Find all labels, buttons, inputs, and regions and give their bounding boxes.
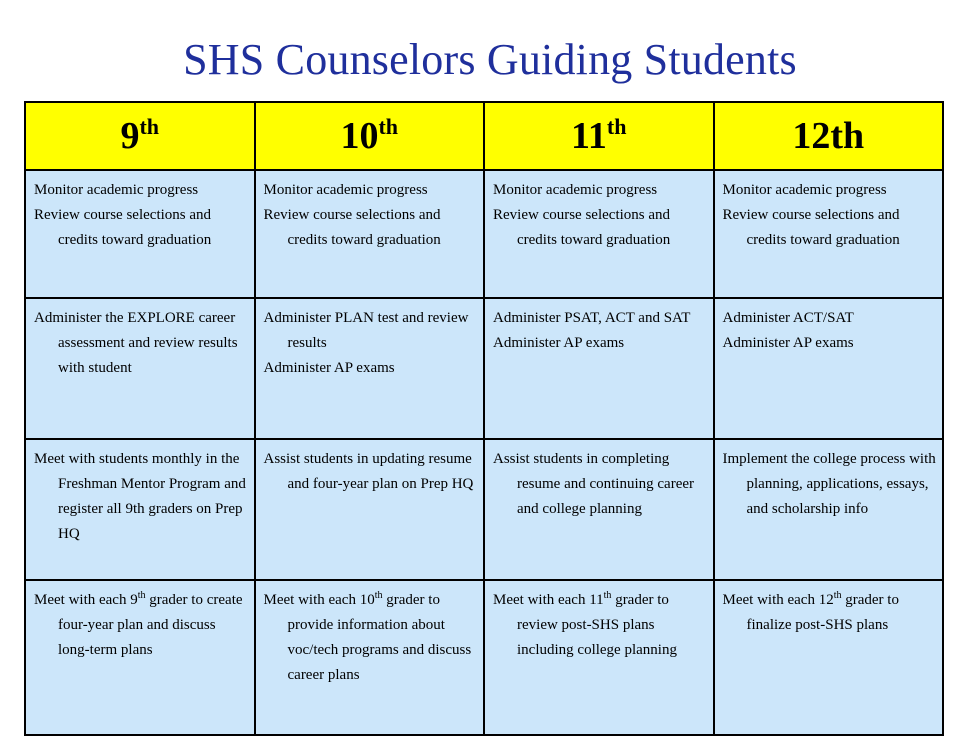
cell-line: Administer the EXPLORE career assessment and review results with student: [34, 310, 238, 376]
table-row: [25, 298, 943, 439]
cell-line: Meet with students monthly in the Freshman Mentor Program and register all 9th graders on Prep HQ: [34, 451, 246, 542]
cell-line: Implement the college process with planning, applications, essays, and scholarship info: [722, 451, 936, 517]
cell-grade-11-testing: [484, 298, 714, 439]
cell-grade-12-testing: [714, 298, 944, 439]
header-grade-12: 12th: [714, 102, 944, 170]
cell-grade-11-meeting: [484, 580, 714, 735]
cell-line: Administer AP exams: [722, 335, 854, 351]
table-row: [25, 170, 943, 298]
table-row: [25, 439, 943, 580]
header-grade-11: 11th: [484, 102, 714, 170]
cell-line: Monitor academic progress: [493, 182, 658, 198]
cell-grade-10-meeting: [255, 580, 485, 735]
cell-line: Review course selections and credits toward graduation: [263, 207, 441, 248]
cell-grade-9-planning: [25, 439, 255, 580]
cell-grade-12-planning: [714, 439, 944, 580]
cell-line: Review course selections and credits toward graduation: [34, 207, 212, 248]
cell-grade-9-meeting: [25, 580, 255, 735]
cell-line: Monitor academic progress: [263, 182, 428, 198]
cell-grade-10-monitoring: [255, 170, 485, 298]
cell-line: Assist students in updating resume and four-year plan on Prep HQ: [263, 451, 474, 492]
cell-grade-12-monitoring: [714, 170, 944, 298]
header-grade-9: 9th: [25, 102, 255, 170]
cell-line: Administer PSAT, ACT and SAT: [493, 310, 691, 326]
counselor-grade-table: [24, 101, 944, 736]
grade-header-row: [25, 102, 943, 170]
cell-line: Administer AP exams: [493, 335, 625, 351]
cell-grade-9-monitoring: [25, 170, 255, 298]
cell-line: Administer ACT/SAT: [722, 310, 854, 326]
cell-line: Meet with each 12th grader to finalize post-SHS plans: [722, 590, 899, 633]
cell-line: Review course selections and credits toward graduation: [493, 207, 671, 248]
cell-grade-11-monitoring: [484, 170, 714, 298]
table-row: [25, 580, 943, 735]
cell-grade-11-planning: [484, 439, 714, 580]
header-grade-10: 10th: [255, 102, 485, 170]
cell-grade-10-testing: [255, 298, 485, 439]
cell-grade-12-meeting: [714, 580, 944, 735]
cell-line: Meet with each 9th grader to create four-year plan and discuss long-term plans: [34, 590, 243, 658]
page-title: SHS Counselors Guiding Students: [183, 35, 797, 84]
cell-grade-9-testing: [25, 298, 255, 439]
cell-line: Review course selections and credits toward graduation: [722, 207, 900, 248]
cell-line: Meet with each 11th grader to review post-SHS plans including college planning: [493, 590, 677, 658]
cell-line: Monitor academic progress: [722, 182, 887, 198]
cell-line: Meet with each 10th grader to provide information about voc/tech programs and discuss career plans: [263, 590, 472, 683]
cell-line: Administer AP exams: [263, 360, 395, 376]
cell-line: Administer PLAN test and review results: [263, 310, 469, 351]
cell-grade-10-planning: [255, 439, 485, 580]
cell-line: Assist students in completing resume and continuing career and college planning: [493, 451, 695, 517]
cell-line: Monitor academic progress: [34, 182, 199, 198]
